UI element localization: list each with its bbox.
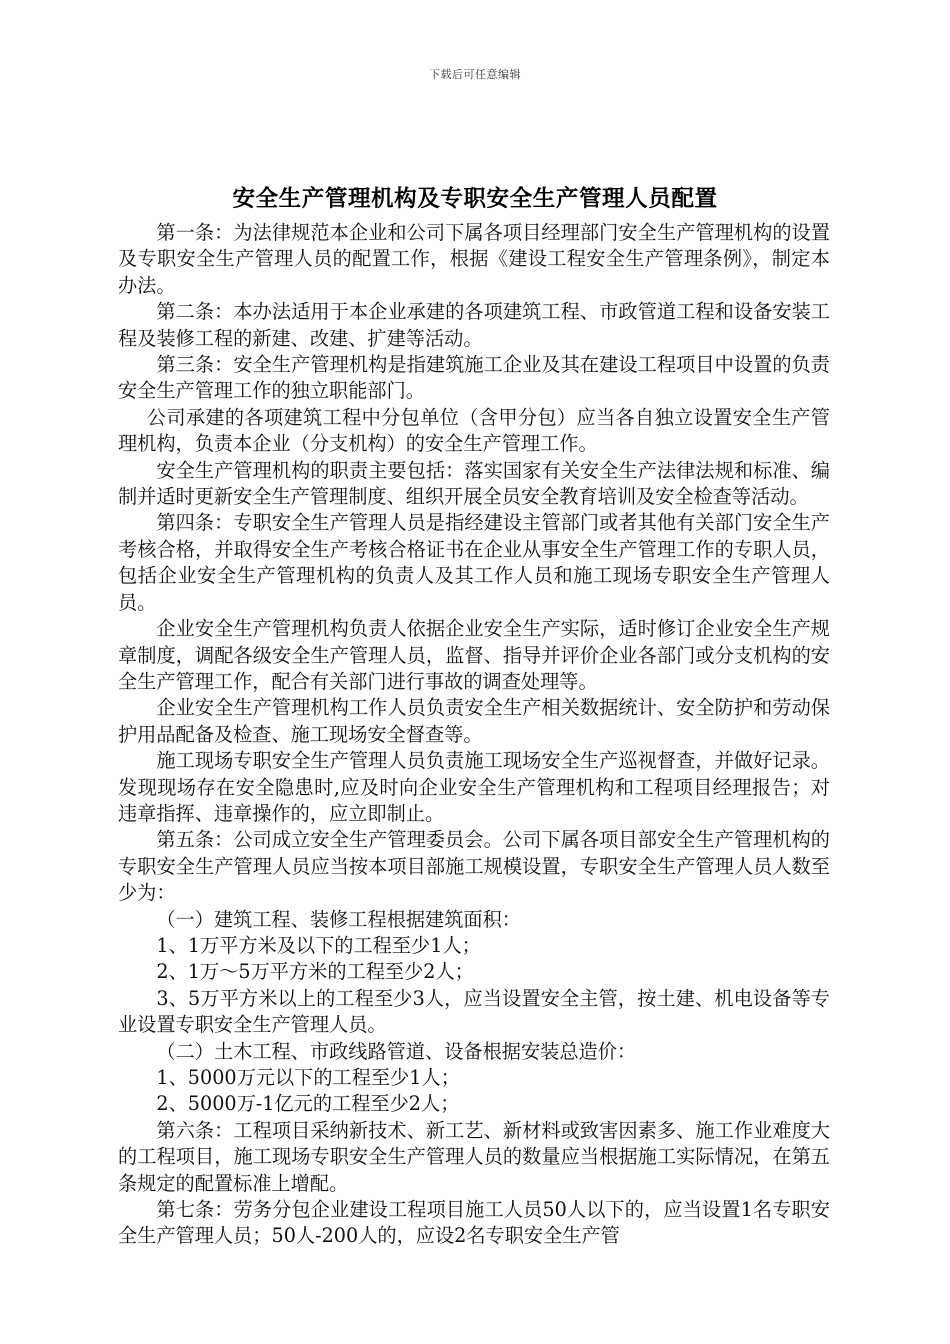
article-4-paragraph: 第四条：专职安全生产管理人员是指经建设主管部门或者其他有关部门安全生产考核合格，并取得安全生产考核合格证书在企业从事安全生产管理工作的专职人员，包括企业安全生产管理机构的负责人及其工作人员和施工现场专职安全生产管理人员。 [118,511,830,614]
list-heading-2: （二）土木工程、市政线路管道、设备根据安装总造价： [156,1039,637,1063]
header-note: 下载后可任意编辑 [429,68,521,81]
list-item: 1、1万平方米及以下的工程至少1人； [156,933,481,957]
article-5-paragraph: 第五条：公司成立安全生产管理委员会。公司下属各项目部安全生产管理机构的专职安全生产管理人员应当按本项目部施工规模设置，专职安全生产管理人员人数至少为： [118,828,830,905]
duties-paragraph: 安全生产管理机构的职责主要包括：落实国家有关安全生产法律法规和标准、编制并适时更新安全生产管理制度、组织开展全员安全教育培训及安全检查等活动。 [118,458,830,509]
article-1-paragraph: 第一条：为法律规范本企业和公司下属各项目经理部门安全生产管理机构的设置及专职安全生产管理人员的配置工作，根据《建设工程安全生产管理条例》，制定本办法。 [118,221,830,297]
article-3-paragraph: 第三条：安全生产管理机构是指建筑施工企业及其在建设工程项目中设置的负责安全生产管理工作的独立职能部门。 [118,353,830,403]
list-item: 3、5万平方米以上的工程至少3人，应当设置安全主管，按土建、机电设备等专业设置专职安全生产管理人员。 [118,986,830,1037]
article-2-paragraph: 第二条：本办法适用于本企业承建的各项建筑工程、市政管道工程和设备安装工程及装修工程的新建、改建、扩建等活动。 [118,300,830,350]
document-title: 安全生产管理机构及专职安全生产管理人员配置 [232,186,718,212]
article-7-paragraph: 第七条：劳务分包企业建设工程项目施工人员50人以下的，应当设置1名专职安全生产管理人员；50人-200人的，应设2名专职安全生产管 [118,1198,830,1248]
list-item: 2、1万～5万平方米的工程至少2人； [156,960,474,984]
document-body [118,220,830,1250]
article-6-paragraph: 第六条：工程项目采纳新技术、新工艺、新材料或致害因素多、施工作业难度大的工程项目，施工现场专职安全生产管理人员的数量应当根据施工实际情况，在第五条规定的配置标准上增配。 [118,1118,830,1195]
staff-duties-paragraph: 企业安全生产管理机构工作人员负责安全生产相关数据统计、安全防护和劳动保护用品配备及检查、施工现场安全督查等。 [118,696,830,746]
list-item: 2、5000万-1亿元的工程至少2人； [156,1092,460,1116]
subcontractor-paragraph: 公司承建的各项建筑工程中分包单位（含甲分包）应当各自独立设置安全生产管理机构，负责本企业（分支机构）的安全生产管理工作。 [118,405,830,456]
head-duties-paragraph: 企业安全生产管理机构负责人依据企业安全生产实际，适时修订企业安全生产规章制度，调配各级安全生产管理人员，监督、指导并评价企业各部门或分支机构的安全生产管理工作，配合有关部门进行事故的调查处理等。 [118,617,830,693]
list-heading-1: （一）建筑工程、装修工程根据建筑面积： [156,907,521,931]
list-item: 1、5000万元以下的工程至少1人； [156,1066,460,1089]
site-staff-paragraph: 施工现场专职安全生产管理人员负责施工现场安全生产巡视督查，并做好记录。发现现场存在安全隐患时,应及时向企业安全生产管理机构和工程项目经理报告；对违章指挥、违章操作的，应立即制止。 [118,749,830,825]
